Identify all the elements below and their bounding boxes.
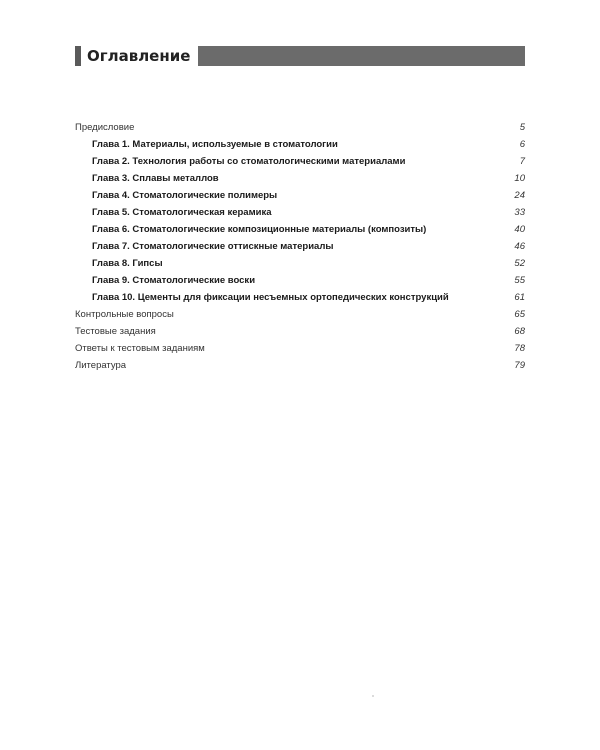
toc-entry-chapter-2[interactable] <box>75 153 525 170</box>
toc-entry-page: 52 <box>514 258 525 269</box>
toc-entry-title: Глава 5. Стоматологическая керамика <box>92 207 272 218</box>
toc-entry-title: Глава 6. Стоматологические композиционные материалы (композиты) <box>92 224 427 235</box>
toc-entry-page: 10 <box>514 173 525 184</box>
toc-entry-title: Глава 7. Стоматологические оттискные материалы <box>92 241 334 252</box>
toc-entry-chapter-1[interactable] <box>75 136 525 153</box>
toc-entry-title: Ответы к тестовым заданиям <box>75 343 205 354</box>
toc-entry-chapter-8[interactable] <box>75 255 525 272</box>
toc-entry-title: Контрольные вопросы <box>75 309 174 320</box>
toc-entry-page: 7 <box>519 156 525 167</box>
toc-entry-title: Глава 1. Материалы, используемые в стоматологии <box>92 139 338 150</box>
toc-entry-chapter-3[interactable] <box>75 170 525 187</box>
toc-entry-page: 61 <box>514 292 525 303</box>
toc-entry-chapter-4[interactable] <box>75 187 525 204</box>
toc-entry-title: Глава 2. Технология работы со стоматологическими материалами <box>92 156 406 167</box>
toc-entry-review-questions[interactable] <box>75 306 525 323</box>
toc-entry-title: Тестовые задания <box>75 326 156 337</box>
toc-entry-page: 65 <box>514 309 525 320</box>
section-heading-bar <box>75 46 525 66</box>
toc-entry-page: 33 <box>514 207 525 218</box>
toc-entry-title: Глава 8. Гипсы <box>92 258 163 269</box>
toc-entry-preface[interactable] <box>75 119 525 136</box>
toc-entry-title: Литература <box>75 360 127 371</box>
toc-entry-page: 46 <box>514 241 525 252</box>
toc-entry-page: 68 <box>514 326 525 337</box>
toc-entry-page: 5 <box>519 122 525 133</box>
toc-entry-chapter-5[interactable] <box>75 204 525 221</box>
toc-entry-title: Глава 3. Сплавы металлов <box>92 173 219 184</box>
heading-marker <box>75 46 81 66</box>
toc-entry-chapter-7[interactable] <box>75 238 525 255</box>
toc-entry-page: 79 <box>514 360 525 371</box>
toc-entry-page: 24 <box>514 190 525 201</box>
table-of-contents <box>75 119 525 374</box>
toc-entry-title: Глава 10. Цементы для фиксации несъемных ортопедических конструкций <box>92 292 449 303</box>
toc-entry-page: 6 <box>519 139 525 150</box>
toc-entry-title: Глава 9. Стоматологические воски <box>92 275 256 286</box>
toc-entry-chapter-9[interactable] <box>75 272 525 289</box>
toc-entry-test-answers[interactable] <box>75 340 525 357</box>
toc-entry-page: 78 <box>514 343 525 354</box>
toc-entry-page: 55 <box>514 275 525 286</box>
scan-speck <box>372 695 374 697</box>
heading-rule <box>198 46 525 66</box>
toc-entry-title: Глава 4. Стоматологические полимеры <box>92 190 278 201</box>
toc-entry-title: Предисловие <box>75 122 135 133</box>
toc-entry-references[interactable] <box>75 357 525 374</box>
toc-entry-chapter-10[interactable] <box>75 289 525 306</box>
page-title: Оглавление <box>87 46 198 66</box>
toc-entry-page: 40 <box>514 224 525 235</box>
toc-entry-tests[interactable] <box>75 323 525 340</box>
toc-entry-chapter-6[interactable] <box>75 221 525 238</box>
